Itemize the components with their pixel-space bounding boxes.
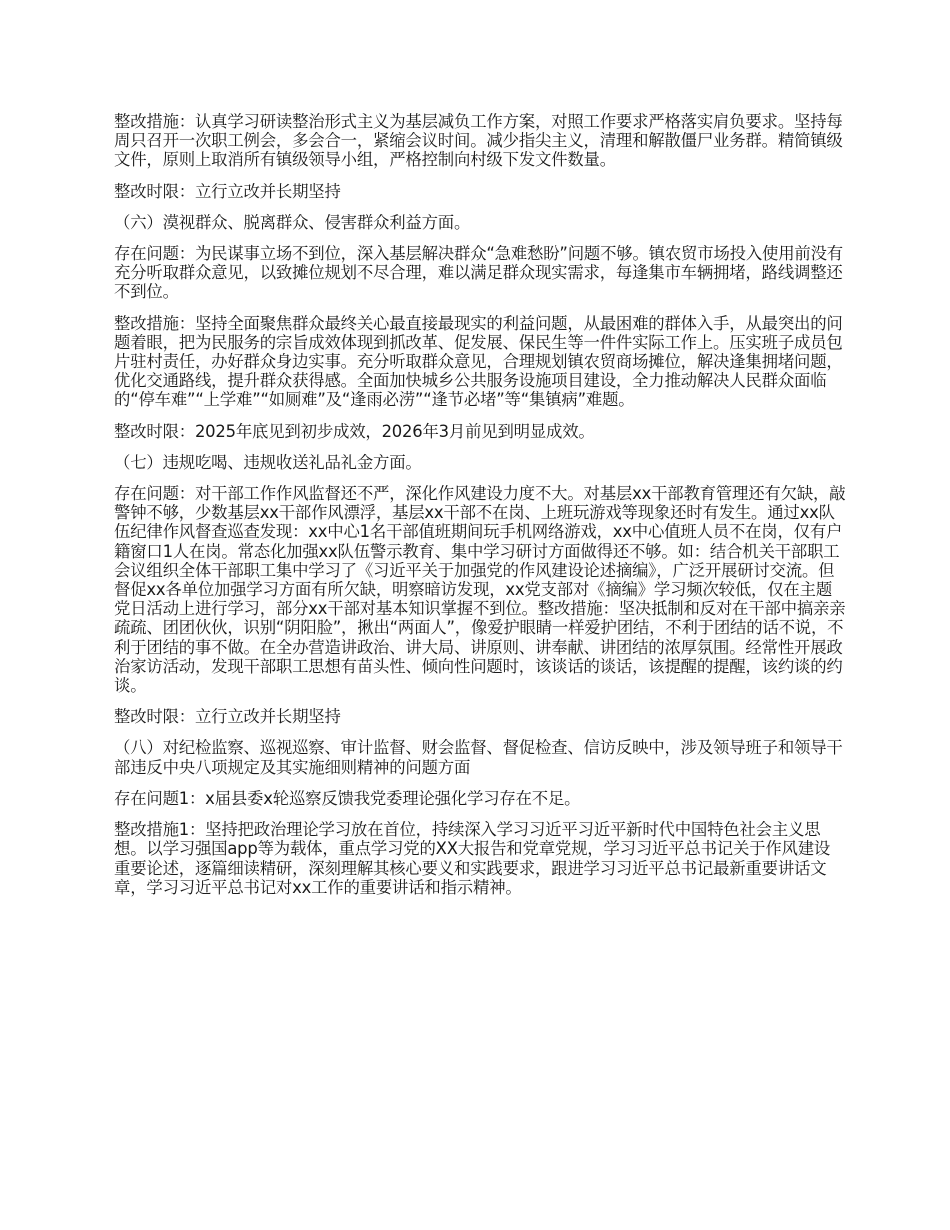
paragraph-existing-problem-8-1: 存在问题1：x届县委x轮巡察反馈我党委理论强化学习存在不足。 xyxy=(114,788,581,808)
section-heading-6: （六）漠视群众、脱离群众、侵害群众利益方面。 xyxy=(114,212,471,232)
section-heading-8: （八）对纪检监察、巡视巡察、审计监督、财会监督、督促检查、信访反映中，涉及领导班子和领导干部违反中央八项规定及其实施细则精神的问题方面 xyxy=(114,738,843,777)
section-heading-7: （七）违规吃喝、违规收送礼品礼金方面。 xyxy=(114,452,422,472)
paragraph-rectification-measures-6: 整改措施：坚持全面聚焦群众最终关心最直接最现实的利益问题，从最困难的群体入手，从最突出的问题着眼，把为民服务的宗旨成效体现到抓改革、促发展、保民生等一件件实际工作上。压实班子成员包片驻村责任，办好群众身边实事。充分听取群众意见，合理规划镇农贸商场摊位，解决逢集拥堵问题，优化交通路线，提升群众获得感。全面加快城乡公共服务设施项目建设，全力推动解决人民群众面临的“停车难”“上学难”“如厕难”及“逢雨必涝”“逢节必堵”等“集镇病”难题。 xyxy=(114,313,843,410)
paragraph-existing-problem-7: 存在问题：对干部工作作风监督还不严，深化作风建设力度不大。对基层xx干部教育管理还有欠缺，敲警钟不够，少数基层xx干部作风漂浮，基层xx干部不在岗、上班玩游戏等现象还时有发生。通过xx队伍纪律作风督查巡查发现：xx中心1名干部值班期间玩手机网络游戏，xx中心值班人员不在岗，仅有户籍窗口1人在岗。常态化加强xx队伍警示教育、集中学习研讨方面做得还不够。如：结合机关干部职工会议组织全体干部职工集中学习了《习近平关于加强党的作风建设论述摘编》，广泛开展研讨交流。但督促xx各单位加强学习方面有所欠缺，明察暗访发现，xx党支部对《摘编》学习频次较低，仅在主题党日活动上进行学习，部分xx干部对基本知识掌握不到位。整改措施：坚决抵制和反对在干部中搞亲亲疏疏、团团伙伙，识别“阴阳脸”，揪出“两面人”，像爱护眼睛一样爱护团结，不利于团结的话不说，不利于团结的事不做。在全办营造讲政治、讲大局、讲原则、讲奉献、讲团结的浓厚氛围。经常性开展政治家访活动，发现干部职工思想有苗头性、倾向性问题时，该谈话的谈话，该提醒的提醒，该约谈的约谈。 xyxy=(114,484,846,696)
document-page xyxy=(114,112,846,909)
paragraph-rectification-measures-8-1: 整改措施1：坚持把政治理论学习放在首位，持续深入学习习近平习近平新时代中国特色社会主义思想。以学习强国app等为载体，重点学习党的XX大报告和党章党规，学习习近平总书记关于作风建设重要论述，逐篇细读精研，深刻理解其核心要义和实践要求，跟进学习习近平总书记最新重要讲话文章，学习习近平总书记对xx工作的重要讲话和指示精神。 xyxy=(114,820,831,897)
paragraph-existing-problem-6: 存在问题：为民谋事立场不到位，深入基层解决群众“急难愁盼”问题不够。镇农贸市场投入使用前没有充分听取群众意见，以致摊位规划不尽合理，难以满足群众现实需求，每逢集市车辆拥堵，路线调整还不到位。 xyxy=(114,244,843,302)
paragraph-deadline-6: 整改时限：2025年底见到初步成效，2026年3月前见到明显成效。 xyxy=(114,421,595,441)
paragraph-deadline-1: 整改时限：立行立改并长期坚持 xyxy=(114,181,341,201)
paragraph-rectification-measures-1: 整改措施：认真学习研读整治形式主义为基层减负工作方案，对照工作要求严格落实肩负要求。坚持每周只召开一次职工例会，多会合一，紧缩会议时间。减少指尖主义，清理和解散僵尸业务群。精简镇级文件，原则上取消所有镇级领导小组，严格控制向村级下发文件数量。 xyxy=(114,112,843,170)
paragraph-deadline-7: 整改时限：立行立改并长期坚持 xyxy=(114,707,341,727)
